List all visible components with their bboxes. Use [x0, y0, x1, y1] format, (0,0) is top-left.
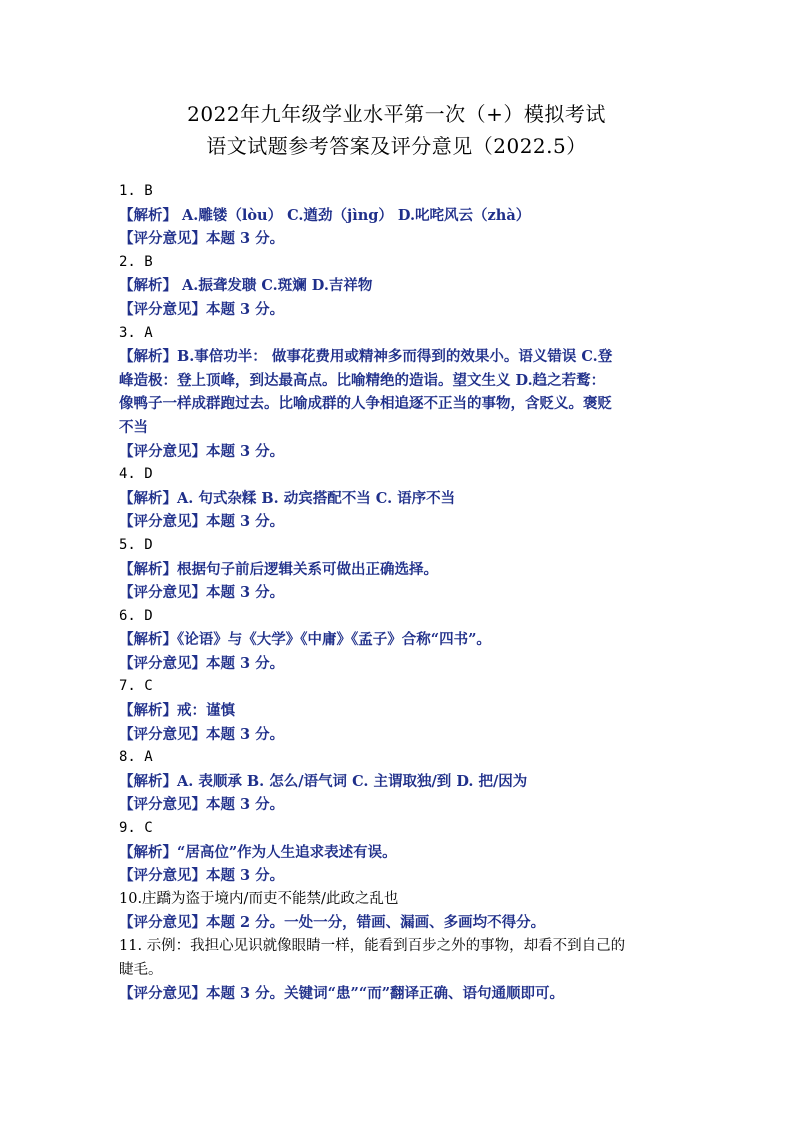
scoring-note: 【评分意见】本题 3 分。	[119, 513, 285, 531]
analysis-line: 【解析】A. 句式杂糅 B. 动宾搭配不当 C. 语序不当	[119, 489, 456, 507]
question-answer: 7. C	[119, 678, 153, 695]
question-answer: 2. B	[119, 253, 153, 270]
scoring-note: 【评分意见】本题 3 分。	[119, 300, 285, 318]
question-answer: 8. A	[119, 749, 153, 766]
answer-text: 11. 示例：我担心见识就像眼睛一样，能看到百步之外的事物，却看不到自己的	[119, 938, 626, 954]
scoring-note: 【评分意见】本题 3 分。	[119, 654, 285, 672]
analysis-line: 【解析】B.事倍功半： 做事花费用或精神多而得到的效果小。语义错误 C.登	[119, 348, 613, 366]
analysis-line: 【解析】A. 表顺承 B. 怎么/语气词 C. 主谓取独/到 D. 把/因为	[119, 772, 528, 790]
question-answer: 1. B	[119, 183, 153, 199]
analysis-line: 【解析】“居高位”作为人生追求表述有误。	[119, 843, 397, 861]
question-answer: 6. D	[119, 607, 153, 624]
question-answer: 5. D	[119, 536, 153, 553]
question-answer: 3. A	[119, 324, 153, 341]
analysis-line: 【解析】 A.振聋发聩 C.斑斓 D.吉祥物	[119, 277, 373, 295]
answer-text: 10.庄蹻为盗于境内/而吏不能禁/此政之乱也	[119, 890, 399, 907]
scoring-note: 【评分意见】本题 3 分。	[119, 584, 285, 602]
analysis-line: 【解析】戒：谨慎	[119, 702, 235, 720]
analysis-line: 峰造极：登上顶峰，到达最高点。比喻精绝的造诣。望文生义 D.趋之若鹜：	[119, 371, 606, 389]
analysis-line: 【解析】 A.雕镂（lòu） C.遒劲（jìng） D.叱咤风云（zhà）	[119, 206, 531, 224]
scoring-note: 【评分意见】本题 3 分。	[119, 230, 285, 248]
question-answer: 9. C	[119, 820, 153, 837]
answer-list	[119, 180, 679, 1006]
analysis-line: 【解析】《论语》与《大学》《中庸》《孟子》合称“四书”。	[119, 631, 491, 649]
answer-text: 睫毛。	[119, 961, 163, 978]
scoring-note: 【评分意见】本题 3 分。	[119, 867, 285, 885]
document-title: 2022年九年级学业水平第一次（+）模拟考试	[187, 102, 606, 126]
document-subtitle: 语文试题参考答案及评分意见（2022.5）	[206, 134, 587, 158]
analysis-line: 像鸭子一样成群跑过去。比喻成群的人争相追逐不正当的事物，含贬义。褒贬	[119, 395, 612, 413]
scoring-note: 【评分意见】本题 3 分。关键词“患”“而”翻译正确、语句通顺即可。	[119, 985, 565, 1003]
question-answer: 4. D	[119, 466, 153, 483]
scoring-note: 【评分意见】本题 3 分。	[119, 442, 285, 460]
scoring-note: 【评分意见】本题 3 分。	[119, 796, 285, 814]
scoring-note: 【评分意见】本题 2 分。一处一分，错画、漏画、多画均不得分。	[119, 914, 546, 932]
scoring-note: 【评分意见】本题 3 分。	[119, 725, 285, 743]
analysis-line: 【解析】根据句子前后逻辑关系可做出正确选择。	[119, 560, 438, 578]
analysis-line: 不当	[119, 418, 148, 436]
